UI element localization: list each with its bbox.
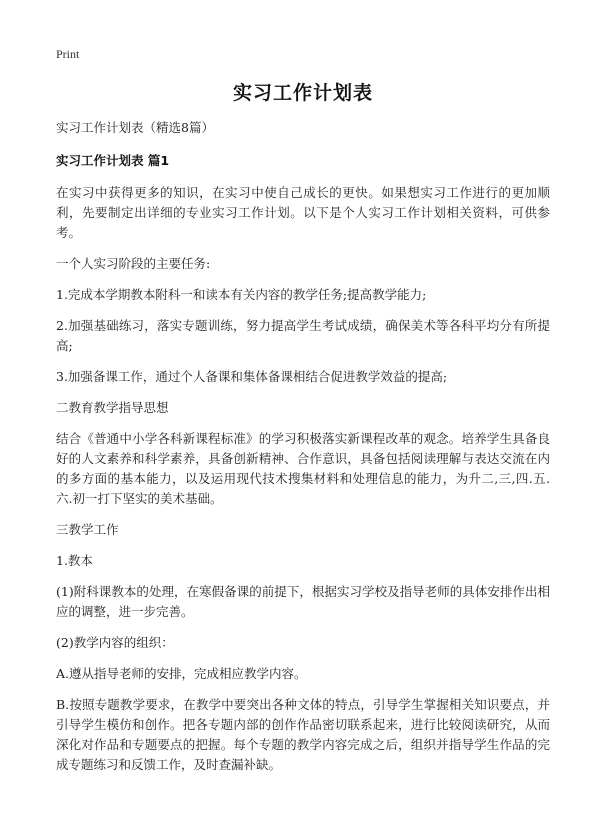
- main-tasks-heading: 一个人实习阶段的主要任务:: [56, 256, 211, 271]
- task-item-3: 3.加强备课工作，通过个人备课和集体备课相结合促进教学效益的提高;: [56, 369, 448, 384]
- textbook-item-1: (1)附科课教本的处理，在寒假备课的前提下，根据实习学校及指导老师的具体安排作出相应的调整，进一步完善。: [56, 584, 550, 619]
- guiding-ideology-paragraph: 结合《普通中小学各科新课程标准》的学习积极落实新课程改革的观念。培养学生具备良好的人文素养和科学素养，具备创新精神、合作意识，具备包括阅读理解与表达交流在内的多方面的基本能力，以及运用现代技术搜集材料和处理信息的能力，为升二,三,四.五.六.初一打下坚实的美术基础。: [56, 431, 550, 506]
- content-item-a: A.遵从指导老师的安排，完成相应教学内容。: [56, 666, 307, 681]
- section-title: 实习工作计划表 篇1: [56, 153, 170, 168]
- document-title: 实习工作计划表: [232, 82, 373, 104]
- textbook-heading: 1.教本: [56, 553, 93, 568]
- intro-paragraph: 在实习中获得更多的知识，在实习中使自己成长的更快。如果想实习工作进行的更加顺利，先要制定出详细的专业实习工作计划。以下是个人实习工作计划相关资料，可供参考。: [56, 185, 550, 240]
- textbook-item-2: (2)教学内容的组织：: [56, 635, 174, 650]
- guiding-ideology-heading: 二教育教学指导思想: [56, 400, 169, 415]
- document-subtitle: 实习工作计划表（精选8篇）: [56, 120, 214, 135]
- task-item-2: 2.加强基础练习，落实专题训练，努力提高学生考试成绩，确保美术等各科平均分有所提高;: [56, 318, 550, 353]
- task-item-1: 1.完成本学期教本附科一和读本有关内容的教学任务;提高教学能力;: [56, 287, 427, 302]
- content-item-b: B.按照专题教学要求，在教学中要突出各种文体的特点，引导学生掌握相关知识要点，并引导学生模仿和创作。把各专题内部的创作作品密切联系起来，进行比较阅读研究，从而深化对作品和专题要点的把握。每个专题的教学内容完成之后，组织并指导学生作品的完成专题练习和反馈工作，及时查漏补缺。: [56, 697, 550, 772]
- print-link[interactable]: Print: [56, 47, 80, 61]
- teaching-work-heading: 三教学工作: [56, 522, 119, 537]
